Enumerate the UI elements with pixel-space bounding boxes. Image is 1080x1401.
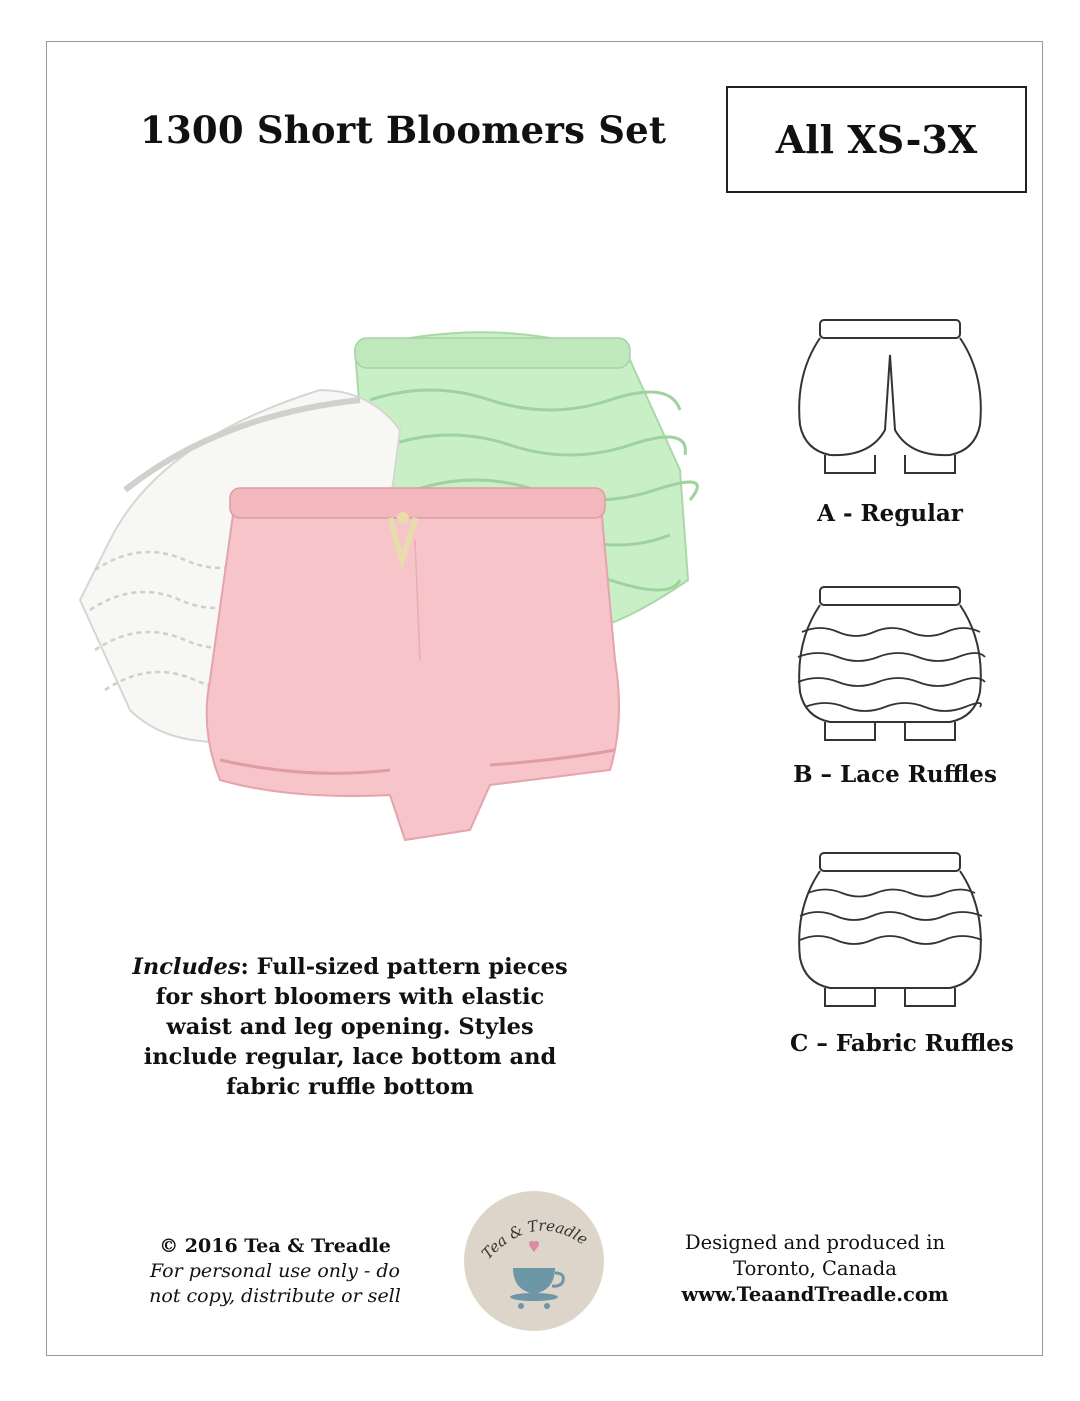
pink-bloomers [207, 488, 619, 840]
style-label-a: A - Regular [817, 500, 963, 527]
credit-line-2: Toronto, Canada [733, 1257, 897, 1280]
copyright-block [120, 1234, 430, 1309]
description-line-1 [120, 952, 580, 982]
copyright-text: © 2016 Tea & Treadle [159, 1235, 391, 1257]
description-line-3: waist and leg opening. Styles [166, 1014, 534, 1040]
tea-treadle-logo [463, 1190, 605, 1332]
credit-line-1: Designed and produced in [684, 1231, 946, 1254]
description-line-2: for short bloomers with elastic [155, 984, 545, 1010]
description-lead: Includes [132, 954, 241, 980]
sketch-regular [790, 315, 990, 485]
sketch-fabric-ruffles [790, 848, 990, 1018]
description [120, 952, 580, 1102]
description-line-1-rest: : Full-sized pattern pieces [240, 954, 568, 980]
website-link[interactable]: www.TeaandTreadle.com [681, 1283, 949, 1306]
style-label-b: B – Lace Ruffles [793, 761, 997, 788]
credits-block [660, 1230, 970, 1308]
description-line-4: include regular, lace bottom and [143, 1044, 557, 1070]
sketch-lace-ruffles [790, 582, 990, 752]
logo-text: Tea & Treadle [478, 1216, 592, 1263]
bloomers-photo [70, 240, 710, 920]
size-range-text: All XS-3X [775, 117, 978, 162]
usage-notice-line-1: For personal use only - do [150, 1260, 400, 1282]
page-title: 1300 Short Bloomers Set [140, 108, 667, 152]
style-label-c: C – Fabric Ruffles [790, 1030, 1014, 1057]
size-range-box [726, 86, 1027, 193]
usage-notice-line-2: not copy, distribute or sell [149, 1285, 401, 1307]
description-line-5: fabric ruffle bottom [226, 1074, 474, 1100]
